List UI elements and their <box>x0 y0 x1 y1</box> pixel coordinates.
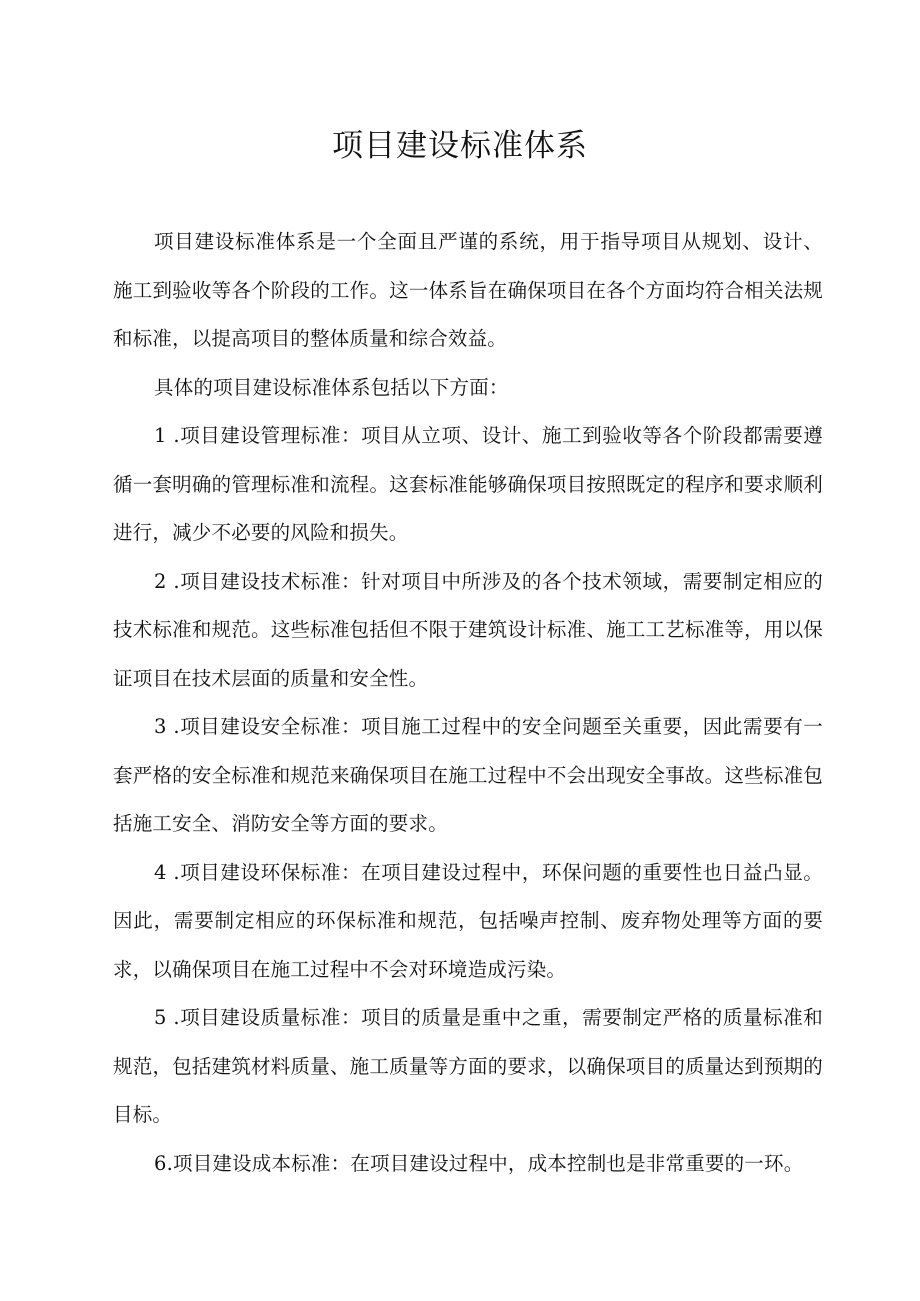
paragraph-technical-standard: 2 .项目建设技术标准：针对项目中所涉及的各个技术领域，需要制定相应的技术标准和规范。这些标准包括但不限于建筑设计标准、施工工艺标准等，用以保证项目在技术层面的质量和安全性。 <box>113 569 823 690</box>
document-body <box>113 218 823 1188</box>
paragraph-cost-standard: 6.项目建设成本标准：在项目建设过程中，成本控制也是非常重要的一环。 <box>154 1151 804 1175</box>
paragraph-environmental-standard: 4 .项目建设环保标准：在项目建设过程中，环保问题的重要性也日益凸显。因此，需要制定相应的环保标准和规范，包括噪声控制、废弃物处理等方面的要求，以确保项目在施工过程中不会对环境造成污染。 <box>113 860 823 981</box>
paragraph-aspects-lead: 具体的项目建设标准体系包括以下方面： <box>154 375 509 399</box>
paragraph-management-standard: 1 .项目建设管理标准：项目从立项、设计、施工到验收等各个阶段都需要遵循一套明确的管理标准和流程。这套标准能够确保项目按照既定的程序和要求顺利进行，减少不必要的风险和损失。 <box>113 424 823 544</box>
document-title: 项目建设标准体系 <box>332 128 588 164</box>
paragraph-safety-standard: 3 .项目建设安全标准：项目施工过程中的安全问题至关重要，因此需要有一套严格的安全标准和规范来确保项目在施工过程中不会出现安全事故。这些标准包括施工安全、消防安全等方面的要求。 <box>113 715 823 835</box>
paragraph-quality-standard: 5 .项目建设质量标准：项目的质量是重中之重，需要制定严格的质量标准和规范，包括建筑材料质量、施工质量等方面的要求，以确保项目的质量达到预期的目标。 <box>113 1006 823 1126</box>
paragraph-intro: 项目建设标准体系是一个全面且严谨的系统，用于指导项目从规划、设计、施工到验收等各个阶段的工作。这一体系旨在确保项目在各个方面均符合相关法规和标准，以提高项目的整体质量和综合效益。 <box>113 230 823 350</box>
